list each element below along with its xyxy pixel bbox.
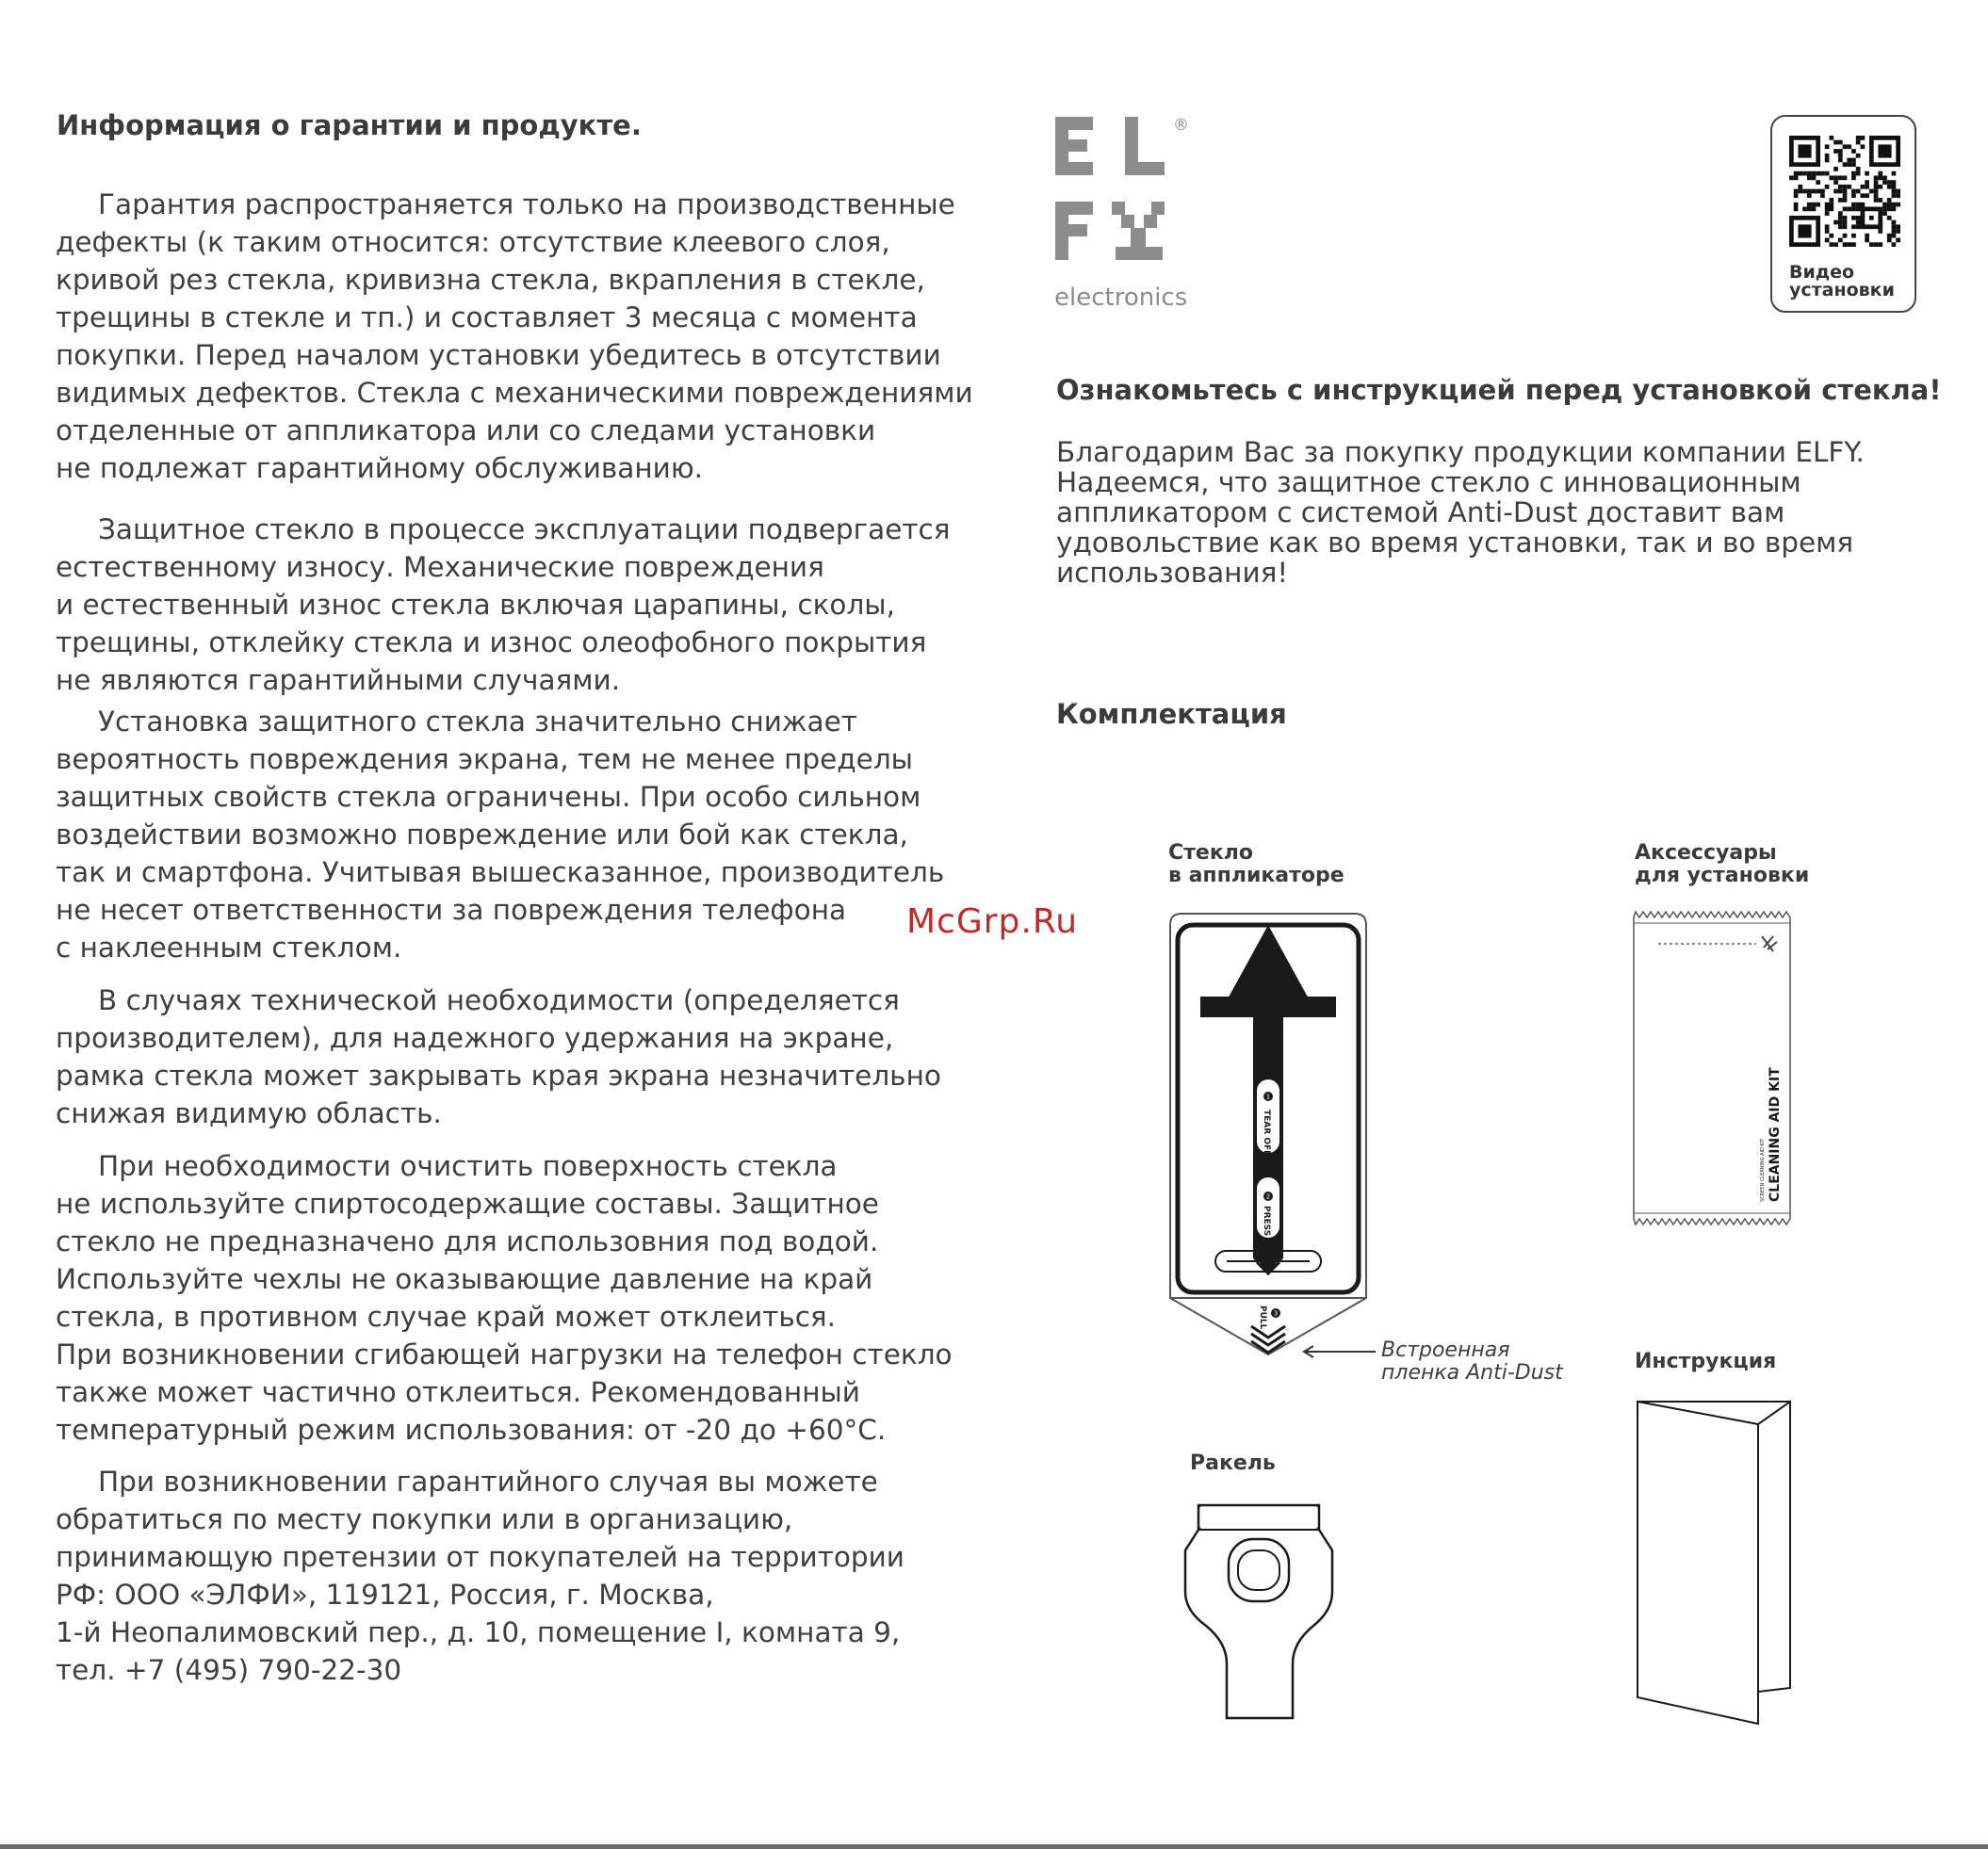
paragraph-line: Защитное стекло в процессе эксплуатации подвергается <box>98 513 951 545</box>
paragraph-line: покупки. Перед началом установки убедитесь в отсутствии <box>56 339 941 371</box>
logo-subtitle: electronics <box>1054 284 1188 312</box>
manual-illustration <box>1630 1398 1796 1727</box>
paragraph-line: отделенные от аппликатора или со следами установки <box>56 414 876 446</box>
paragraph-line: Используйте чехлы не оказывающие давление на край <box>56 1263 873 1295</box>
watermark: McGrp.Ru <box>906 902 1079 941</box>
thanks-line: использования! <box>1056 557 1289 589</box>
paragraph-line: так и смартфона. Учитывая вышесказанное, производитель <box>56 856 945 888</box>
registered-mark: ® <box>1173 116 1189 135</box>
paragraph-line: трещины в стекле и тп.) и составляет 3 месяца с момента <box>56 301 918 333</box>
paragraph-line: принимающую претензии от покупателей на территории <box>56 1541 904 1573</box>
paragraph-line: не используйте спиртосодержащие составы. Защитное <box>56 1188 879 1220</box>
paragraph-line: естественному износу. Механические повреждения <box>56 551 824 583</box>
pack-title: CLEANING AID KIT <box>1768 1067 1783 1202</box>
paragraph-line: РФ: ООО «ЭЛФИ», 119121, Россия, г. Москва, <box>56 1579 714 1611</box>
instructions-title: Ознакомьтесь с инструкцией перед установкой стекла! <box>1056 374 1942 406</box>
warranty-paragraph <box>56 1147 960 1449</box>
qr-caption: Видео установки <box>1789 262 1895 300</box>
warranty-paragraph <box>56 981 960 1132</box>
paragraph-line: не являются гарантийными случаями. <box>56 664 621 696</box>
paragraph-line: При возникновении гарантийного случая вы можете <box>98 1466 878 1498</box>
manual-label: Инструкция <box>1635 1350 1777 1373</box>
pack-subtitle: SCREEN CLEANING AID KIT <box>1760 1138 1766 1202</box>
warranty-paragraph <box>56 186 973 487</box>
accessories-label: Аксессуары для установки <box>1635 841 1810 887</box>
paragraph-line: видимых дефектов. Стекла с механическими повреждениями <box>56 377 973 409</box>
paragraph-line: трещины, отклейку стекла и износ олеофобного покрытия <box>56 626 927 658</box>
paragraph-line: кривой рез стекла, кривизна стекла, вкрапления в стекле, <box>56 264 925 296</box>
warranty-paragraph <box>56 703 960 966</box>
paragraph-line: дефекты (к таким относится: отсутствие клеевого слоя, <box>56 226 890 258</box>
warranty-title: Информация о гарантии и продукте. <box>57 109 642 141</box>
paragraph-line: не подлежат гарантийному обслуживанию. <box>56 452 704 484</box>
film-note-arrow <box>1300 1342 1377 1361</box>
paragraph-line: 1-й Неопалимовский пер., д. 10, помещение I, комната 9, <box>56 1616 901 1648</box>
film-note: Встроенная пленка Anti-Dust <box>1381 1338 1563 1385</box>
paragraph-line: также может частично отклеиться. Рекомендованный <box>56 1376 860 1408</box>
tear-off-text: TEAR OFF <box>1262 1110 1271 1157</box>
squeegee-label: Ракель <box>1190 1452 1276 1475</box>
qr-card[interactable] <box>1770 115 1916 313</box>
bottom-rule <box>0 1844 1988 1849</box>
qr-code-icon <box>1789 136 1900 247</box>
paragraph-line: Гарантия распространяется только на производственные <box>98 188 955 220</box>
paragraph-line: вероятность повреждения экрана, тем не менее пределы <box>56 743 913 775</box>
warranty-paragraph <box>56 1463 960 1689</box>
glass-label: Стекло в аппликаторе <box>1168 841 1344 887</box>
paragraph-line: тел. +7 (495) 790-22-30 <box>56 1654 402 1686</box>
paragraph-line: не несет ответственности за повреждения телефона <box>56 894 847 926</box>
paragraph-line: с наклеенным стеклом. <box>56 932 402 964</box>
elfy-logo <box>1053 111 1195 314</box>
paragraph-line: производителем), для надежного удержания на экране, <box>56 1022 894 1054</box>
paragraph-line: защитных свойств стекла ограничены. При особо сильном <box>56 781 921 813</box>
thanks-line: Благодарим Вас за покупку продукции компании ELFY. <box>1056 436 1865 468</box>
paragraph-line: снижая видимую область. <box>56 1097 442 1129</box>
paragraph-line: стекла, в противном случае край может отклеиться. <box>56 1301 837 1333</box>
thanks-line: удовольствие как во время установки, так и во время <box>1056 527 1854 559</box>
applicator-illustration <box>1165 912 1381 1364</box>
warranty-paragraph <box>56 511 960 699</box>
step-2-number: 2 <box>1265 1192 1271 1201</box>
step-3-number: 3 <box>1273 1309 1279 1318</box>
paragraph-line: рамка стекла может закрывать края экрана незначительно <box>56 1060 941 1092</box>
paragraph-line: В случаях технической необходимости (определяется <box>98 984 900 1016</box>
step-1-number: 1 <box>1265 1093 1271 1101</box>
press-text: PRESS <box>1262 1206 1271 1237</box>
squeegee-illustration <box>1181 1501 1336 1727</box>
paragraph-line: и естественный износ стекла включая царапины, сколы, <box>56 589 895 621</box>
paragraph-line: температурный режим использования: от -20 до +60°С. <box>56 1414 887 1446</box>
kit-title: Комплектация <box>1056 698 1287 730</box>
paragraph-line: Установка защитного стекла значительно снижает <box>98 706 857 738</box>
thanks-line: Надеемся, что защитное стекло с инновационным <box>1056 466 1801 498</box>
paragraph-line: обратиться по месту покупки или в организацию, <box>56 1503 793 1535</box>
paragraph-line: стекло не предназначено для использовния под водой. <box>56 1225 879 1257</box>
thanks-line: аппликатором с системой Anti-Dust доставит вам <box>1056 496 1785 528</box>
thanks-paragraph <box>1056 437 1865 588</box>
cleaning-kit-pack <box>1630 908 1795 1228</box>
paragraph-line: воздействии возможно повреждение или бой как стекла, <box>56 819 908 851</box>
paragraph-line: При необходимости очистить поверхность стекла <box>98 1150 838 1182</box>
pull-text: PULL <box>1258 1306 1267 1330</box>
paragraph-line: При возникновении сгибающей нагрузки на телефон стекло <box>56 1338 953 1371</box>
